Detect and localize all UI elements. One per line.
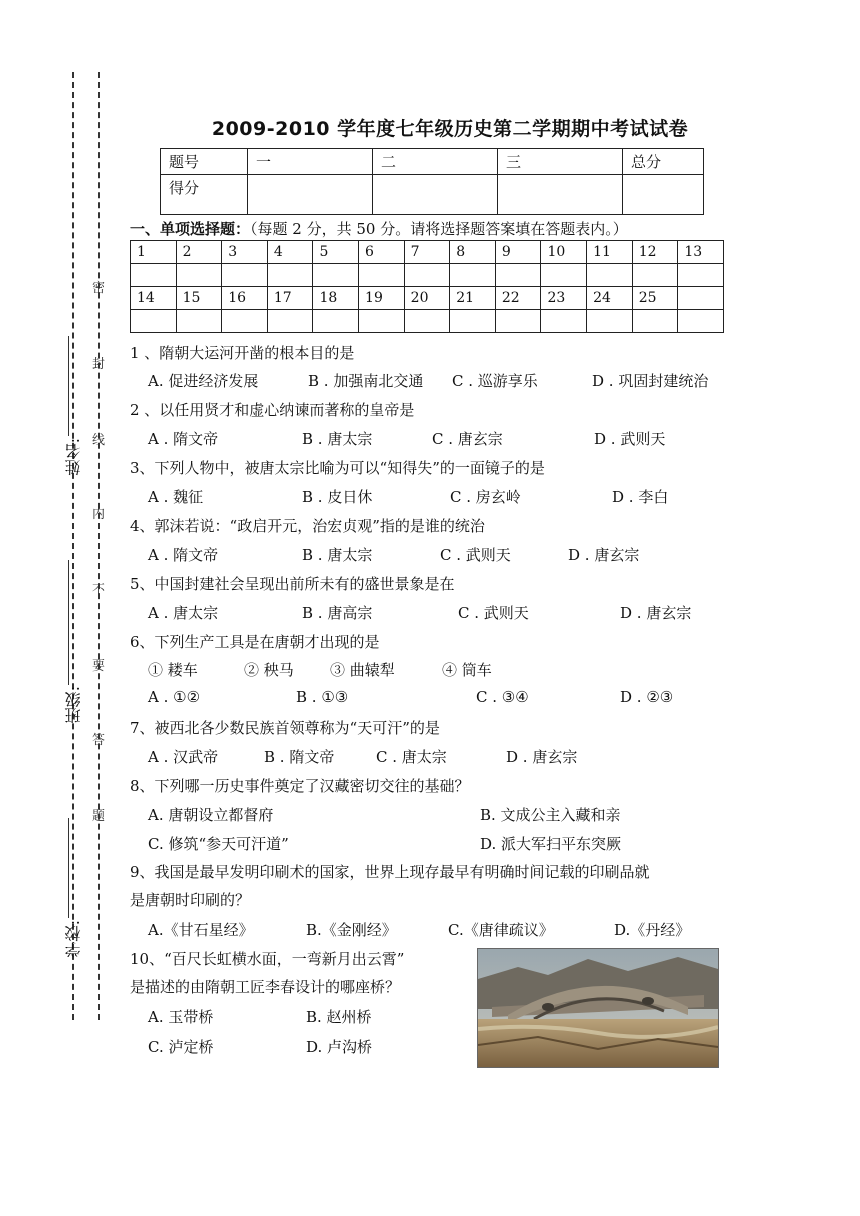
answer-cell[interactable] <box>541 310 587 333</box>
name-label: 姓名: <box>64 438 83 476</box>
seal-char: 线 <box>92 433 106 448</box>
grid-number: 9 <box>495 241 541 264</box>
question-stem: 9、我国是最早发明印刷术的国家，世界上现存最早有明确时间记载的印刷品就 <box>130 863 650 881</box>
grid-number: 8 <box>450 241 496 264</box>
seal-char: 不 <box>92 583 106 598</box>
option-a[interactable]: A . 隋文帝 <box>148 430 219 448</box>
option-c[interactable]: C . 巡游享乐 <box>452 372 538 390</box>
grid-number: 21 <box>450 287 496 310</box>
grid-number: 22 <box>495 287 541 310</box>
answer-cell[interactable] <box>450 310 496 333</box>
grid-number: 20 <box>404 287 450 310</box>
score-table <box>160 148 704 215</box>
option-c[interactable]: C. 泸定桥 <box>148 1038 214 1056</box>
grid-number: 10 <box>541 241 587 264</box>
option-d[interactable]: D . 李白 <box>612 488 669 506</box>
grid-number: 13 <box>678 241 724 264</box>
option-b[interactable]: B . 唐太宗 <box>302 546 373 564</box>
option-d[interactable]: D. 派大军扫平东突厥 <box>480 835 622 853</box>
answer-cell[interactable] <box>495 264 541 287</box>
answer-cell[interactable] <box>176 264 222 287</box>
question-stem-cont: 是描述的由隋朝工匠李春设计的哪座桥？ <box>130 978 401 996</box>
class-label: 班级: <box>64 686 83 724</box>
grid-number: 2 <box>176 241 222 264</box>
seal-char: 封 <box>92 357 106 372</box>
option-c[interactable]: C . 房玄岭 <box>450 488 521 506</box>
question-stem: 7、被西北各少数民族首领尊称为“天可汗”的是 <box>130 719 440 737</box>
option-d[interactable]: D.《丹经》 <box>614 921 691 939</box>
grid-number: 19 <box>359 287 405 310</box>
option-d[interactable]: D . 唐玄宗 <box>620 604 692 622</box>
answer-cell[interactable] <box>313 264 359 287</box>
section-title: 一、单项选择题： <box>130 220 251 238</box>
answer-cell[interactable] <box>587 264 633 287</box>
option-a[interactable]: A . ①② <box>148 688 201 706</box>
grid-number: 15 <box>176 287 222 310</box>
option-d[interactable]: D . 唐玄宗 <box>506 748 578 766</box>
option-a[interactable]: A . 唐太宗 <box>148 604 219 622</box>
score-cell[interactable] <box>623 175 704 215</box>
grid-number: 25 <box>632 287 678 310</box>
score-header: 一 <box>248 149 373 175</box>
answer-cell[interactable] <box>587 310 633 333</box>
zhaozhou-bridge-photo <box>477 948 719 1068</box>
seal-char: 答 <box>92 733 106 748</box>
option-b[interactable]: B . 皮日休 <box>302 488 373 506</box>
option-a[interactable]: A.《甘石星经》 <box>148 921 254 939</box>
option-c[interactable]: C. 修筑“参天可汗道” <box>148 835 289 853</box>
grid-number: 12 <box>632 241 678 264</box>
option-c[interactable]: C . ③④ <box>476 688 529 706</box>
answer-cell[interactable] <box>632 310 678 333</box>
grid-number: 23 <box>541 287 587 310</box>
answer-cell[interactable] <box>404 310 450 333</box>
option-b[interactable]: B . 隋文帝 <box>264 748 335 766</box>
answer-cell[interactable] <box>678 264 724 287</box>
grid-number: 5 <box>313 241 359 264</box>
grid-number: 14 <box>131 287 177 310</box>
answer-cell[interactable] <box>404 264 450 287</box>
school-underline <box>68 818 69 918</box>
answer-cell[interactable] <box>359 310 405 333</box>
answer-cell[interactable] <box>267 310 313 333</box>
grid-number: 6 <box>359 241 405 264</box>
option-c[interactable]: C . 武则天 <box>458 604 529 622</box>
option-a[interactable]: A. 促进经济发展 <box>148 372 259 390</box>
grid-number: 17 <box>267 287 313 310</box>
question-stem: 4、郭沫若说：“政启开元，治宏贞观”指的是谁的统治 <box>130 517 485 535</box>
option-c[interactable]: C . 唐太宗 <box>376 748 447 766</box>
school-label: 学校: <box>64 920 83 958</box>
question-stem: 1 、隋朝大运河开凿的根本目的是 <box>130 344 355 362</box>
score-header: 题号 <box>161 149 248 175</box>
exam-title: 2009-2010 学年度七年级历史第二学期期中考试试卷 <box>211 118 689 140</box>
option-d[interactable]: D . ②③ <box>620 688 674 706</box>
score-header: 三 <box>498 149 623 175</box>
answer-cell[interactable] <box>176 310 222 333</box>
option-b[interactable]: B . ①③ <box>296 688 349 706</box>
option-a[interactable]: A. 玉带桥 <box>148 1008 214 1026</box>
option-c[interactable]: C.《唐律疏议》 <box>448 921 554 939</box>
answer-cell[interactable] <box>131 310 177 333</box>
question-stem: 3、下列人物中，被唐太宗比喻为可以“知得失”的一面镜子的是 <box>130 459 545 477</box>
tool-item: ② 秧马 <box>244 661 294 679</box>
grid-number: 1 <box>131 241 177 264</box>
option-b[interactable]: B . 唐高宗 <box>302 604 373 622</box>
option-b[interactable]: B.《金刚经》 <box>306 921 397 939</box>
answer-cell[interactable] <box>267 264 313 287</box>
grid-number: 16 <box>222 287 268 310</box>
tool-item: ③ 曲辕犁 <box>330 661 395 679</box>
score-cell[interactable] <box>373 175 498 215</box>
binding-dashed-line-inner <box>98 72 100 1020</box>
section-heading <box>130 218 628 239</box>
option-a[interactable]: A . 隋文帝 <box>148 546 219 564</box>
answer-cell[interactable] <box>222 264 268 287</box>
option-d[interactable]: D . 唐玄宗 <box>568 546 640 564</box>
option-b[interactable]: B . 唐太宗 <box>302 430 373 448</box>
score-cell[interactable] <box>498 175 623 215</box>
tool-item: ④ 筒车 <box>442 661 492 679</box>
answer-cell[interactable] <box>541 264 587 287</box>
answer-cell[interactable] <box>678 310 724 333</box>
option-a[interactable]: A . 魏征 <box>148 488 204 506</box>
grid-number: 24 <box>587 287 633 310</box>
option-a[interactable]: A . 汉武帝 <box>148 748 219 766</box>
seal-char: 内 <box>92 507 106 522</box>
answer-cell[interactable] <box>313 310 359 333</box>
score-header: 二 <box>373 149 498 175</box>
seal-char: 密 <box>92 281 106 296</box>
grid-number: 4 <box>267 241 313 264</box>
grid-number: 18 <box>313 287 359 310</box>
option-c[interactable]: C . 唐玄宗 <box>432 430 503 448</box>
answer-cell[interactable] <box>495 310 541 333</box>
option-d[interactable]: D. 卢沟桥 <box>306 1038 373 1056</box>
answer-grid <box>130 240 724 333</box>
name-underline <box>68 336 69 436</box>
option-b[interactable]: B. 赵州桥 <box>306 1008 372 1026</box>
seal-char: 题 <box>92 809 106 824</box>
option-b[interactable]: B . 加强南北交通 <box>308 372 424 390</box>
answer-cell[interactable] <box>359 264 405 287</box>
answer-cell[interactable] <box>131 264 177 287</box>
seal-char: 要 <box>92 659 106 674</box>
grid-number: 7 <box>404 241 450 264</box>
class-underline <box>68 560 69 685</box>
tool-item: ① 耧车 <box>148 661 198 679</box>
option-d[interactable]: D . 武则天 <box>594 430 666 448</box>
score-cell[interactable] <box>248 175 373 215</box>
section-note: （每题 2 分，共 50 分。请将选择题答案填在答题表内。） <box>250 220 628 238</box>
binding-dashed-line-outer <box>72 72 74 1020</box>
question-stem: 6、下列生产工具是在唐朝才出现的是 <box>130 633 380 651</box>
question-stem: 2 、以任用贤才和虚心纳谏而著称的皇帝是 <box>130 401 415 419</box>
option-d[interactable]: D . 巩固封建统治 <box>592 372 709 390</box>
question-stem-cont: 是唐朝时印刷的？ <box>130 891 251 909</box>
answer-cell[interactable] <box>632 264 678 287</box>
grid-number: 3 <box>222 241 268 264</box>
grid-number: 11 <box>587 241 633 264</box>
question-stem: 10、“百尺长虹横水面，一弯新月出云霄” <box>130 950 405 968</box>
option-c[interactable]: C . 武则天 <box>440 546 511 564</box>
option-b[interactable]: B. 文成公主入藏和亲 <box>480 806 621 824</box>
answer-cell[interactable] <box>222 310 268 333</box>
score-header: 总分 <box>623 149 704 175</box>
answer-cell[interactable] <box>450 264 496 287</box>
score-row-label: 得分 <box>161 175 248 215</box>
question-stem: 8、下列哪一历史事件奠定了汉藏密切交往的基础？ <box>130 777 470 795</box>
question-stem: 5、中国封建社会呈现出前所未有的盛世景象是在 <box>130 575 455 593</box>
option-a[interactable]: A. 唐朝设立都督府 <box>148 806 274 824</box>
bridge-illustration <box>478 949 718 1067</box>
grid-number <box>678 287 724 310</box>
